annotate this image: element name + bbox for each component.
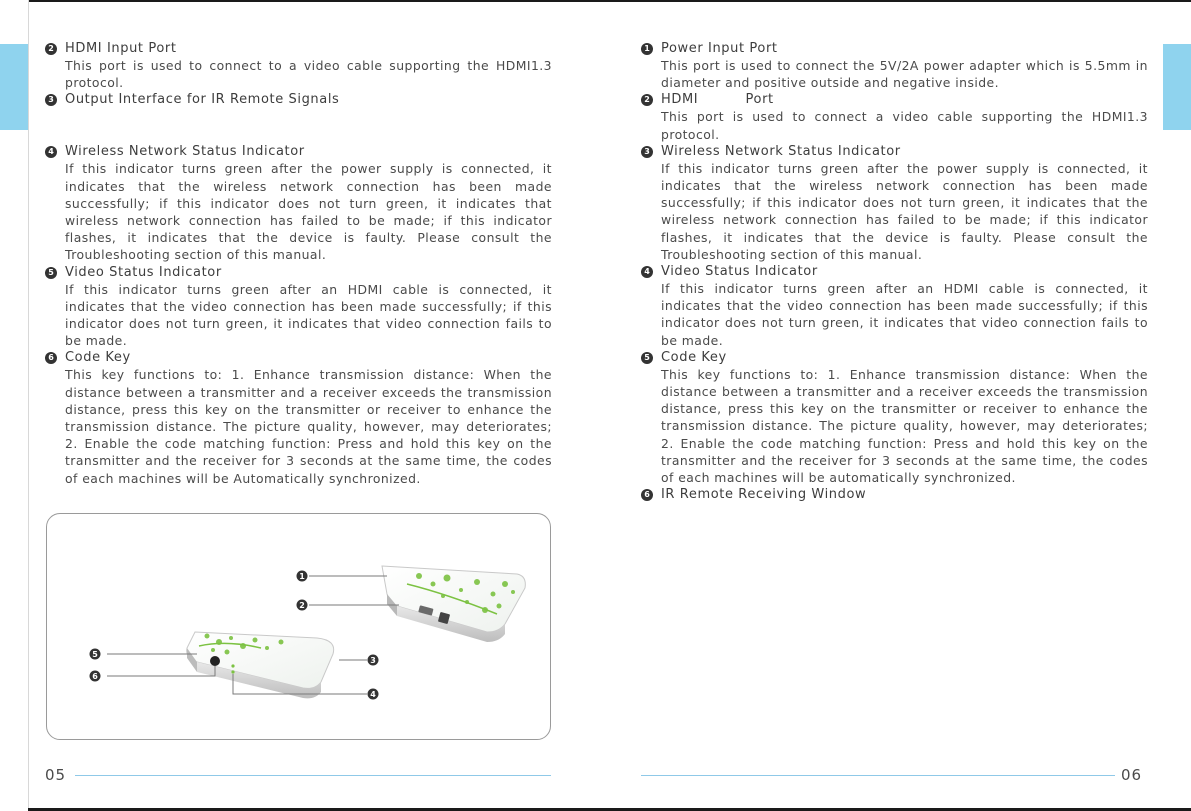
footer-rule-left: [75, 775, 551, 776]
item-body: This port is used to connect the 5V/2A power adapter which is 5.5mm in diameter and positive outside and negative inside.: [661, 58, 1148, 91]
item-body: This key functions to: 1. Enhance transmission distance: When the distance between a transmitter and a receiver exceeds the transmission distance, press this key on the transmitter or receiver to enhance the transmission distance. The picture quality, however, may deteriorates; 2. Enable the code matching function: Press and hold this key on the transmitter and the receiver for 3 seconds at the same time, the codes of each machines will be Automatically synchronized.: [65, 367, 552, 486]
callout-6: [90, 671, 101, 682]
svg-text:4: 4: [370, 690, 376, 699]
item-body: If this indicator turns green after the power supply is connected, it indicates that the wireless network connection has been made successfully; if this indicator does not turn green, it indicates that wireless network connection has failed to be made; if this indicator flashes, it indicates that the device is faulty. Please consult the Troubleshooting section of this manual.: [65, 161, 552, 263]
item-title: Output Interface for IR Remote Signals: [65, 92, 340, 108]
left-page-tab: [0, 44, 28, 130]
item-body: If this indicator turns green after an HDMI cable is connected, it indicates that the video connection has been made successfully; if this indicator does not turn green, it indicates that video connection fails to be made.: [65, 281, 552, 349]
list-item: [641, 40, 1148, 91]
callout-4: [368, 689, 379, 700]
item-title: HDMI Input Port: [65, 41, 177, 56]
item-number-badge: 2: [45, 43, 57, 55]
left-page-column: [45, 40, 552, 487]
item-number-badge: 2: [641, 94, 653, 106]
list-item: [45, 349, 552, 486]
item-title: Code Key: [65, 350, 131, 366]
page-number-left: 05: [45, 766, 67, 784]
item-title: Video Status Indicator: [661, 264, 818, 280]
list-item: [45, 143, 552, 263]
item-number-badge: 4: [45, 146, 57, 158]
callout-2: [297, 600, 308, 611]
device-illustration: [47, 514, 550, 739]
transmitter-device: [187, 632, 334, 698]
list-item: [45, 264, 552, 350]
list-item: [45, 91, 552, 108]
item-body: This key functions to: 1. Enhance transmission distance: When the distance between a transmitter and a receiver exceeds the transmission distance, press this key on the transmitter or receiver to enhance the transmission distance. The picture quality, however, may deteriorates; 2. Enable the code matching function: Press and hold this key on the transmitter and the receiver for 3 seconds at the same time, the codes of each machines will be automatically synchronized.: [661, 366, 1148, 486]
callout-5: [90, 649, 101, 660]
item-title: IR Remote Receiving Window: [661, 487, 867, 503]
item-number-badge: 3: [45, 94, 57, 106]
item-body: This port is used to connect a video cable supporting the HDMI1.3 protocol.: [661, 109, 1148, 142]
product-figure: [46, 513, 551, 740]
item-body: If this indicator turns green after an HDMI cable is connected, it indicates that the video connection has been made successfully; if this indicator does not turn green, it indicates that video connection fails to be made.: [661, 281, 1148, 348]
right-page-column: [641, 40, 1148, 503]
svg-text:1: 1: [299, 572, 305, 581]
item-title: Video Status Indicator: [65, 264, 222, 280]
item-number-badge: 6: [641, 489, 653, 501]
item-title: Wireless Network Status Indicator: [661, 143, 901, 159]
svg-text:5: 5: [92, 650, 98, 659]
item-number-badge: 3: [641, 146, 653, 158]
list-item: [45, 40, 552, 91]
item-title: Power Input Port: [661, 41, 778, 56]
right-page-tab: [1163, 44, 1191, 130]
left-border: [28, 0, 29, 811]
spacer: [45, 108, 552, 143]
item-body: This port is used to connect to a video cable supporting the HDMI1.3 protocol.: [65, 58, 552, 91]
item-title: Code Key: [661, 349, 727, 365]
list-item: [641, 349, 1148, 486]
list-item: [641, 263, 1148, 349]
item-number-badge: 1: [641, 43, 653, 55]
footer-rule-right: [641, 775, 1115, 776]
callout-3: [368, 655, 379, 666]
list-item: [641, 486, 1148, 503]
list-item: [641, 143, 1148, 263]
receiver-device: [382, 566, 525, 642]
item-title: Wireless Network Status Indicator: [65, 144, 305, 160]
svg-text:3: 3: [370, 656, 376, 665]
svg-text:6: 6: [92, 672, 98, 681]
top-border: [28, 0, 1191, 2]
svg-text:2: 2: [299, 601, 305, 610]
page-number-right: 06: [1121, 766, 1143, 784]
callout-1: [297, 571, 308, 582]
item-number-badge: 6: [45, 352, 57, 364]
item-number-badge: 5: [45, 267, 57, 279]
list-item: [641, 91, 1148, 142]
item-body: If this indicator turns green after the power supply is connected, it indicates that the wireless network connection has been made successfully; if this indicator does not turn green, it indicates that the wireless network connection has failed to be made; if this indicator flashes, it indicates that the device is faulty. Please consult the Troubleshooting section of this manual.: [661, 160, 1148, 262]
item-number-badge: 5: [641, 352, 653, 364]
item-number-badge: 4: [641, 266, 653, 278]
item-title: HDMI Port: [661, 92, 774, 108]
